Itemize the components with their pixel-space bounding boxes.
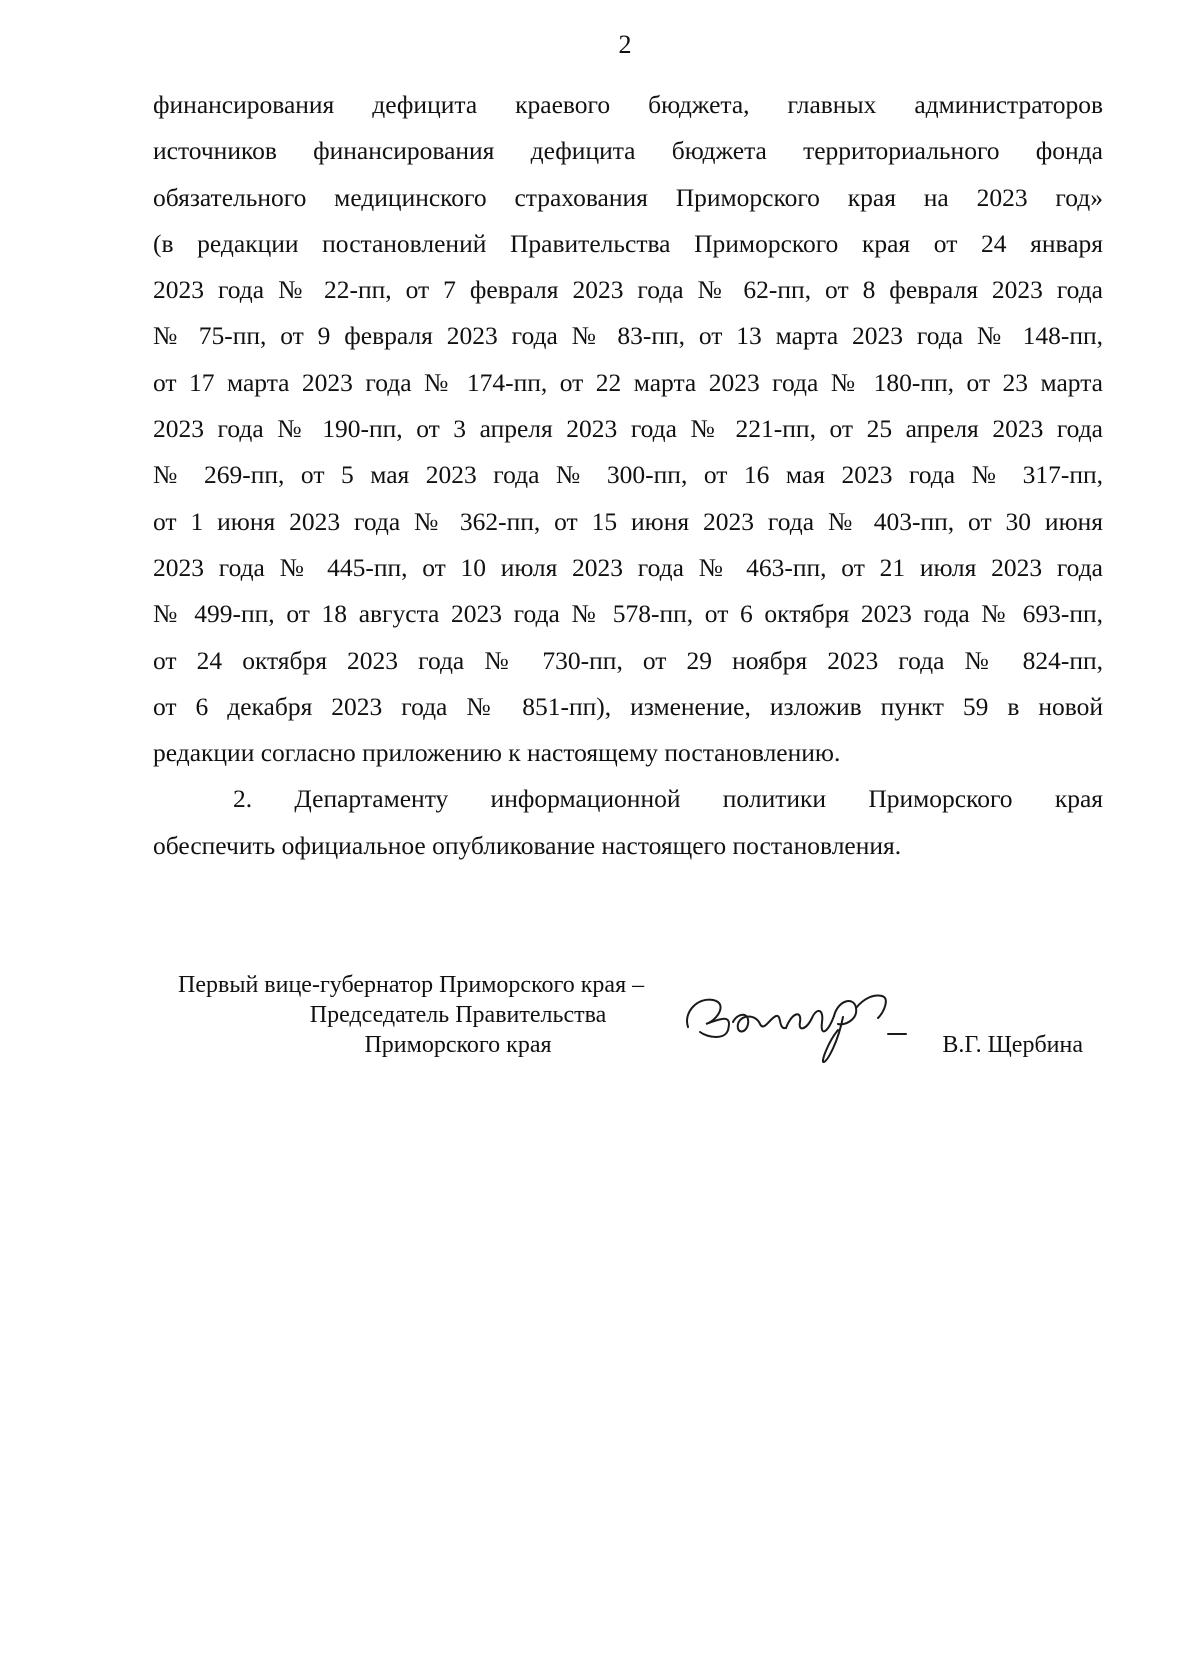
paragraph-2 bbox=[153, 776, 1103, 869]
text-line: обязательного медицинского страхования Приморского края на 2023 год» bbox=[153, 182, 1103, 212]
paragraph-1 bbox=[153, 82, 1103, 776]
signatory-position bbox=[178, 970, 738, 1060]
text-line: № 269-пп, от 5 мая 2023 года № 300-пп, от 16 мая 2023 года № 317-пп, bbox=[153, 460, 1103, 490]
text-line: источников финансирования дефицита бюджета территориального фонда bbox=[153, 136, 1103, 166]
text-line: № 499-пп, от 18 августа 2023 года № 578-пп, от 6 октября 2023 года № 693-пп, bbox=[153, 599, 1103, 629]
text-line: 2023 года № 22-пп, от 7 февраля 2023 года № 62-пп, от 8 февраля 2023 года bbox=[153, 275, 1103, 305]
text-line: от 1 июня 2023 года № 362-пп, от 15 июня 2023 года № 403-пп, от 30 июня bbox=[153, 506, 1103, 536]
text-line: от 17 марта 2023 года № 174-пп, от 22 марта 2023 года № 180-пп, от 23 марта bbox=[153, 367, 1103, 397]
text-line: 2023 года № 445-пп, от 10 июля 2023 года № 463-пп, от 21 июля 2023 года bbox=[153, 552, 1103, 582]
position-line: Первый вице-губернатор Приморского края – bbox=[178, 972, 645, 998]
position-line: Председатель Правительства bbox=[309, 1002, 607, 1028]
signer-name: В.Г. Щербина bbox=[942, 1032, 1083, 1058]
handwritten-signature bbox=[678, 972, 908, 1067]
text-line: от 6 декабря 2023 года № 851-пп), изменение, изложив пункт 59 в новой bbox=[153, 691, 1103, 721]
page-number: 2 bbox=[618, 30, 632, 59]
text-line: (в редакции постановлений Правительства Приморского края от 24 января bbox=[153, 228, 1103, 258]
text-line: 2023 года № 190-пп, от 3 апреля 2023 года № 221-пп, от 25 апреля 2023 года bbox=[153, 414, 1103, 444]
position-line: Приморского края bbox=[364, 1032, 552, 1058]
text-line: от 24 октября 2023 года № 730-пп, от 29 ноября 2023 года № 824-пп, bbox=[153, 645, 1103, 675]
text-line: № 75-пп, от 9 февраля 2023 года № 83-пп, от 13 марта 2023 года № 148-пп, bbox=[153, 321, 1103, 351]
text-line: обеспечить официальное опубликование настоящего постановления. bbox=[153, 830, 902, 860]
text-line: финансирования дефицита краевого бюджета, главных администраторов bbox=[153, 90, 1103, 119]
text-line: 2. Департаменту информационной политики Приморского края bbox=[233, 784, 1103, 814]
text-line: редакции согласно приложению к настоящему постановлению. bbox=[153, 738, 841, 768]
document-body bbox=[153, 82, 1103, 869]
